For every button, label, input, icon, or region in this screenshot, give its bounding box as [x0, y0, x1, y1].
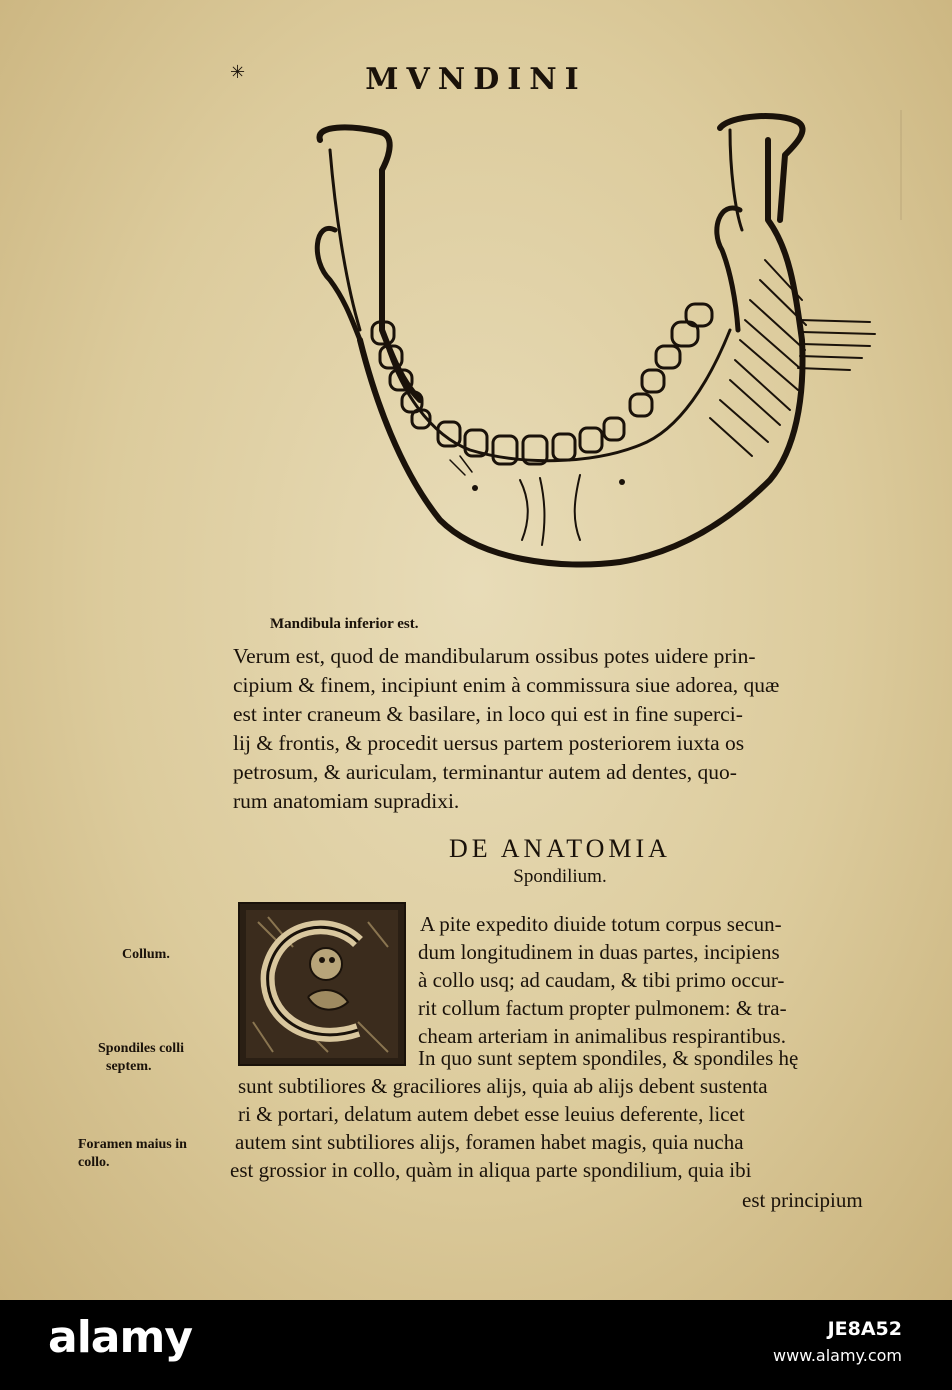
page-header-title: MVNDINI: [365, 62, 587, 97]
margin-note-foramen: [78, 1136, 187, 1172]
text-line: lij & frontis, & procedit uersus partem posteriorem iuxta os: [233, 731, 745, 755]
text-line: petrosum, & auriculam, terminantur autem ad dentes, quo-: [233, 760, 737, 784]
text-line: Verum est, quod de mandibularum ossibus potes uidere prin-: [233, 644, 756, 668]
decorated-initial-c: [238, 902, 406, 1066]
corner-mark: ✳: [230, 62, 246, 83]
figure-caption: Mandibula inferior est.: [270, 616, 419, 632]
text-line: rum anatomiam supradixi.: [233, 789, 460, 813]
text-line: est grossior in collo, quàm in aliqua parte spondilium, quia ibi: [230, 1158, 752, 1182]
margin-note-line: Foramen maius in: [78, 1137, 187, 1152]
text-line: est inter craneum & basilare, in loco qui est in fine superci-: [233, 702, 743, 726]
section-heading: DE ANATOMIA: [449, 834, 671, 863]
margin-note-line: septem.: [106, 1059, 152, 1074]
margin-note-collum: Collum.: [122, 947, 170, 962]
margin-note-line: collo.: [78, 1155, 110, 1170]
stock-logo: alamy: [48, 1312, 192, 1363]
section-subheading: Spondilium.: [513, 866, 607, 887]
margin-note-spondiles: [98, 1040, 184, 1076]
stock-image-id: JE8A52: [827, 1318, 902, 1340]
margin-note-line: Spondiles colli: [98, 1041, 184, 1056]
text-line: sunt subtiliores & graciliores alijs, quia ab alijs debent sustenta: [238, 1074, 768, 1098]
text-line: cheam arteriam in animalibus respirantibus.: [418, 1024, 786, 1048]
text-line: à collo usq; ad caudam, & tibi primo occur-: [418, 968, 785, 992]
mandible-woodcut-illustration: [290, 100, 890, 580]
catchword: est principium: [742, 1188, 863, 1212]
text-line: rit collum factum propter pulmonem: & tra-: [418, 996, 787, 1020]
stock-url: www.alamy.com: [773, 1346, 902, 1365]
paragraph-mandible: [233, 642, 913, 816]
text-line: dum longitudinem in duas partes, incipiens: [418, 940, 780, 964]
text-line: autem sint subtiliores alijs, foramen habet magis, quia nucha: [235, 1130, 744, 1154]
text-line: A pite expedito diuide totum corpus secun-: [420, 912, 782, 936]
text-line: ri & portari, delatum autem debet esse leuius deferente, licet: [238, 1102, 745, 1126]
text-line: In quo sunt septem spondiles, & spondiles hę: [418, 1046, 799, 1070]
text-line: cipium & finem, incipiunt enim à commissura siue adorea, quæ: [233, 673, 780, 697]
